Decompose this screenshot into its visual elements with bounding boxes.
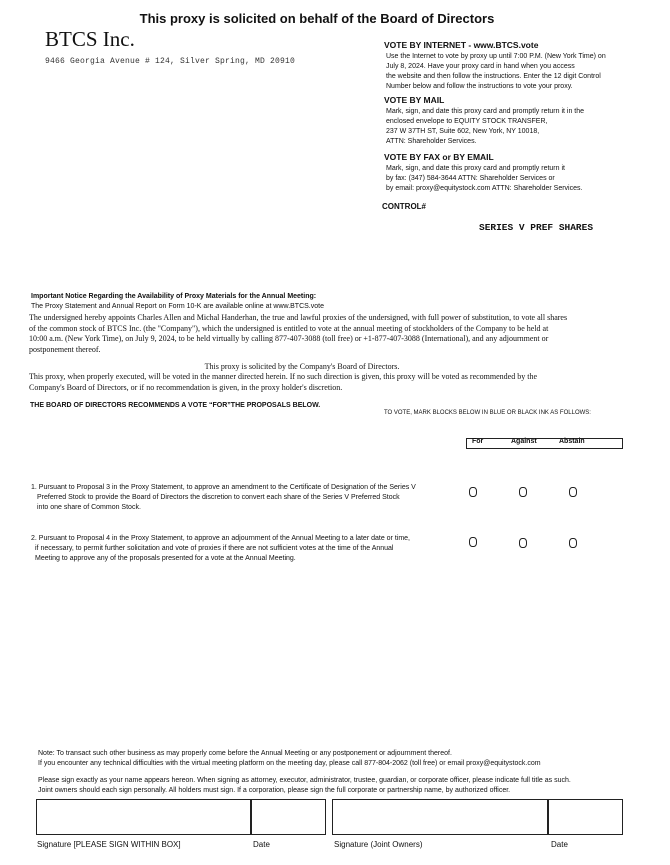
joint-date-box[interactable] xyxy=(548,799,623,835)
joint-signature-label: Signature (Joint Owners) xyxy=(334,840,423,849)
proposal-1-abstain-option[interactable] xyxy=(569,487,577,497)
column-abstain: Abstain xyxy=(559,438,585,445)
signature-label: Signature [PLEASE SIGN WITHIN BOX] xyxy=(37,840,181,849)
proposal-2 xyxy=(31,534,410,564)
vote-mail-line: Mark, sign, and date this proxy card and promptly return it in the xyxy=(386,108,585,115)
vote-by-internet-section xyxy=(384,40,634,92)
proposal-line: 1. Pursuant to Proposal 3 in the Proxy Statement, to approve an amendment to the Certificate of Designation of the Series V xyxy=(31,484,416,491)
footer-note-line: Note: To transact such other business as may properly come before the Annual Meeting or any postponement or adjournment thereof. xyxy=(38,750,452,757)
proposal-line: into one share of Common Stock. xyxy=(37,504,141,511)
execution-line: Company's Board of Directors, or if no recommendation is given, in the proxy holder's discretion. xyxy=(29,382,343,392)
proposal-2-for-option[interactable] xyxy=(469,537,477,547)
proposal-line: if necessary, to permit further solicitation and vote of proxies if there are not sufficient votes at the time of the Annual xyxy=(35,545,394,552)
joint-signature-box[interactable] xyxy=(332,799,548,835)
column-for: For xyxy=(472,438,484,445)
date-label: Date xyxy=(253,840,270,849)
proxy-title: This proxy is solicited on behalf of the Board of Directors xyxy=(139,11,495,26)
vote-fax-line: Mark, sign, and date this proxy card and promptly return it xyxy=(386,165,565,172)
control-number-label: CONTROL# xyxy=(382,202,426,211)
ink-instructions: TO VOTE, MARK BLOCKS BELOW IN BLUE OR BLACK INK AS FOLLOWS: xyxy=(384,410,591,416)
vote-fax-line: by fax: (347) 584-3644 ATTN: Shareholder Services or xyxy=(386,175,555,182)
proposal-1-against-option[interactable] xyxy=(519,487,527,497)
vote-mail-line: 237 W 37TH ST, Suite 602, New York, NY 10018, xyxy=(386,128,540,135)
proposal-2-abstain-option[interactable] xyxy=(569,538,577,548)
proposal-line: Meeting to approve any of the proposals presented for a vote at the Annual Meeting. xyxy=(35,555,296,562)
joint-date-label: Date xyxy=(551,840,568,849)
vote-by-internet-heading: VOTE BY INTERNET - www.BTCS.vote xyxy=(384,40,539,50)
notice-text: The Proxy Statement and Annual Report on Form 10-K are available online at www.BTCS.vote xyxy=(31,303,324,310)
appointment-line: The undersigned hereby appoints Charles Allen and Michal Handerhan, the true and lawful proxies of the undersigned, with full power of substitution, to vote all shares xyxy=(29,313,568,322)
appointment-line: postponement thereof. xyxy=(29,344,101,354)
footer-note xyxy=(38,749,541,769)
proposal-1 xyxy=(31,483,416,513)
proposal-2-against-option[interactable] xyxy=(519,538,527,548)
vote-mail-line: ATTN: Shareholder Services. xyxy=(386,138,477,145)
signing-line: Please sign exactly as your name appears hereon. When signing as attorney, executor, administrator, trustee, guardian, or corporate officer, please indicate full title as such. xyxy=(38,777,571,784)
board-recommendation: THE BOARD OF DIRECTORS RECOMMENDS A VOTE “FOR”THE PROPOSALS BELOW. xyxy=(30,402,321,409)
vote-fax-line: by email: proxy@equitystock.com ATTN: Shareholder Services. xyxy=(386,185,583,192)
execution-line: This proxy, when properly executed, will be voted in the manner directed herein. If no such direction is given, this proxy will be voted as recommended by the xyxy=(29,372,538,381)
vote-internet-line: Use the Internet to vote by proxy up until 7:00 P.M. (New York Time) on xyxy=(386,53,606,60)
appointment-line: 10:00 a.m. (New York Time), on July 9, 2024, to be held virtually by calling 877-407-3088 (toll free) or +1-877-407-3088 (International), and any adjournment or xyxy=(29,334,549,343)
solicited-statement: This proxy is solicited by the Company's Board of Directors. xyxy=(204,362,400,371)
vote-internet-line: Number below and follow the instructions to vote your proxy. xyxy=(386,83,573,90)
execution-paragraph xyxy=(29,372,641,393)
series-label: SERIES V PREF SHARES xyxy=(479,222,594,233)
vote-by-mail-section xyxy=(384,95,634,147)
vote-internet-line: July 8, 2024. Have your proxy card in hand when you access xyxy=(386,63,575,70)
vote-mail-line: enclosed envelope to EQUITY STOCK TRANSFER, xyxy=(386,118,548,125)
vote-by-fax-email-heading: VOTE BY FAX or BY EMAIL xyxy=(384,152,494,162)
vote-columns-header xyxy=(466,438,623,449)
notice-heading: Important Notice Regarding the Availability of Proxy Materials for the Annual Meeting: xyxy=(31,293,317,300)
vote-internet-line: the website and then follow the instructions. Enter the 12 digit Control xyxy=(386,73,601,80)
signing-line: Joint owners should each sign personally. All holders must sign. If a corporation, please sign the full corporate or partnership name, by authorized officer. xyxy=(38,787,511,794)
appointment-line: of the common stock of BTCS Inc. (the "Company"), which the undersigned is entitled to vote at the annual meeting of stockholders of the Company to be held at xyxy=(29,323,549,333)
date-box[interactable] xyxy=(251,799,326,835)
vote-by-mail-heading: VOTE BY MAIL xyxy=(384,95,445,105)
signing-instructions xyxy=(38,776,571,796)
column-against: Against xyxy=(511,438,537,445)
company-name: BTCS Inc. xyxy=(45,27,135,51)
signature-box[interactable] xyxy=(36,799,251,835)
footer-note-line: If you encounter any technical difficulties with the virtual meeting platform on the meeting day, please call 877-804-2062 (toll free) or email proxy@equitystock.com xyxy=(38,760,541,767)
appointment-paragraph xyxy=(29,313,641,355)
vote-by-fax-email-section xyxy=(384,152,634,194)
company-address: 9466 Georgia Avenue # 124, Silver Spring, MD 20910 xyxy=(45,57,296,66)
proposal-line: 2. Pursuant to Proposal 4 in the Proxy Statement, to approve an adjournment of the Annual Meeting to a later date or time, xyxy=(31,535,411,542)
proposal-1-for-option[interactable] xyxy=(469,487,477,497)
proposal-line: Preferred Stock to provide the Board of Directors the discretion to convert each share of the Series V Preferred Stock xyxy=(37,494,400,501)
